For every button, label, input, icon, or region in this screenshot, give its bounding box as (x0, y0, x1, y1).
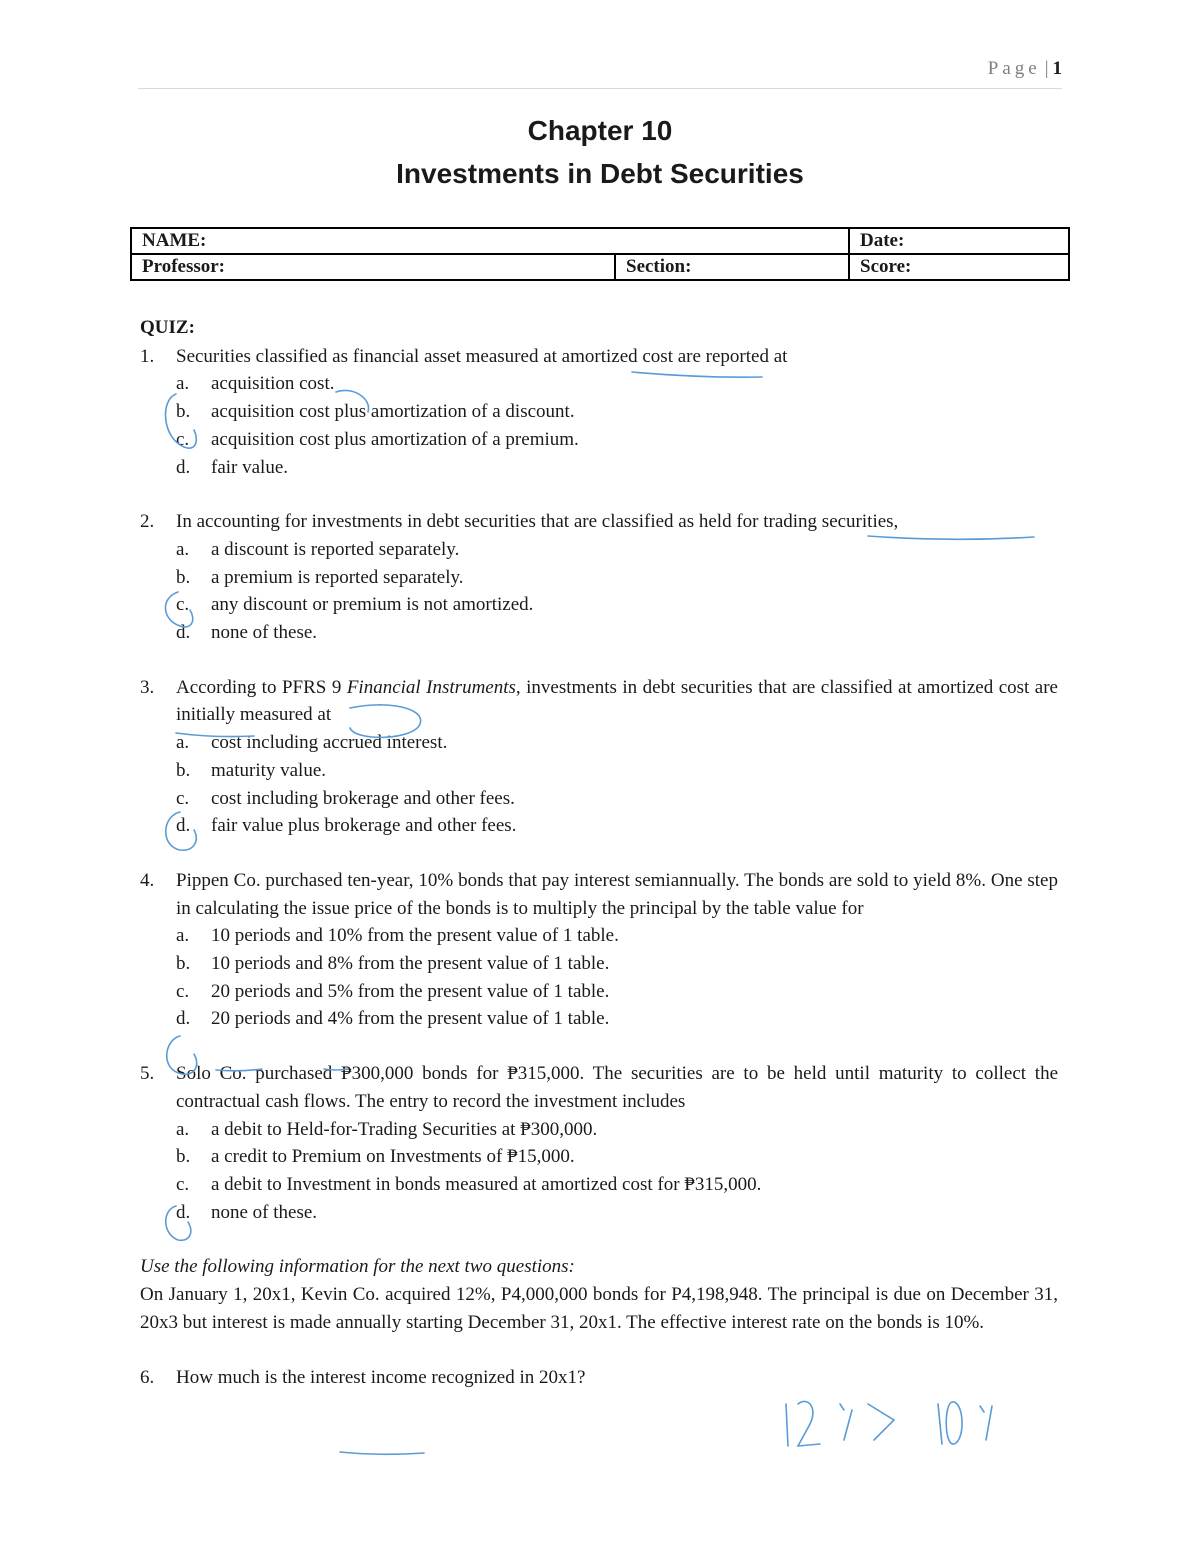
question-3 (140, 674, 1058, 840)
question-5 (140, 1060, 1058, 1226)
question-1 (140, 343, 1058, 482)
page-number: 1 (1052, 58, 1062, 79)
quiz-content (140, 314, 1058, 1391)
option-a[interactable]: a. acquisition cost. (176, 373, 335, 395)
option-d[interactable]: d. fair value. (176, 456, 289, 478)
option-d[interactable]: d. fair value plus brokerage and other fees. (176, 815, 517, 837)
question-number: 5. (140, 1063, 155, 1085)
handwritten-note (786, 1401, 992, 1446)
quiz-label: QUIZ: (140, 317, 195, 338)
question-number: 6. (140, 1366, 155, 1388)
option-a[interactable]: a. a debit to Held-for-Trading Securities at ₱300,000. (176, 1118, 598, 1140)
standard-title: Financial Instruments (346, 676, 516, 698)
question-number: 2. (140, 511, 155, 533)
question-number: 4. (140, 869, 155, 891)
info-row-1 (131, 228, 1069, 254)
information-label: Use the following information for the next two questions: (140, 1256, 575, 1278)
option-a[interactable]: a. 10 periods and 10% from the present value of 1 table. (176, 925, 619, 947)
option-d[interactable]: d. 20 periods and 4% from the present value of 1 table. (176, 1008, 610, 1030)
question-6 (140, 1364, 1058, 1392)
chapter-title: Chapter 10 (527, 115, 673, 146)
underline-interest-income (340, 1452, 424, 1454)
information-block (140, 1253, 1058, 1336)
question-2 (140, 508, 1058, 647)
professor-cell[interactable]: Professor: (131, 254, 615, 280)
chapter-subtitle: Investments in Debt Securities (396, 158, 804, 189)
option-a[interactable]: a. a discount is reported separately. (176, 538, 460, 560)
page-header (138, 58, 1062, 89)
option-b[interactable]: b. maturity value. (176, 759, 327, 781)
option-b[interactable]: b. acquisition cost plus amortization of a discount. (176, 401, 575, 423)
student-info-table (130, 227, 1070, 281)
section-cell[interactable]: Section: (615, 254, 849, 280)
option-c[interactable]: c. 20 periods and 5% from the present value of 1 table. (176, 980, 610, 1002)
date-cell[interactable]: Date: (849, 228, 1069, 254)
question-text: In accounting for investments in debt securities that are classified as held for trading securities, (176, 511, 899, 533)
option-a[interactable]: a. cost including accrued interest. (176, 732, 448, 754)
option-b[interactable]: b. a premium is reported separately. (176, 566, 464, 588)
score-cell[interactable]: Score: (849, 254, 1069, 280)
question-number: 1. (140, 345, 155, 367)
question-text: Solo Co. purchased ₱300,000 bonds for ₱315,000. The securities are to be held until maturity to collect the contractual cash flows. The entry to record the investment includes (176, 1063, 1058, 1112)
info-row-2 (131, 254, 1069, 280)
question-text: According to PFRS 9 Financial Instruments, investments in debt securities that are classified at amortized cost are initially measured at (176, 676, 1058, 726)
question-text: Securities classified as financial asset measured at amortized cost are reported at (176, 345, 788, 367)
question-text: Pippen Co. purchased ten-year, 10% bonds that pay interest semiannually. The bonds are sold to yield 8%. One step in calculating the issue price of the bonds is to multiply the principal by the table value for (176, 869, 1058, 919)
page-label: Page (987, 58, 1041, 79)
option-c[interactable]: c. cost including brokerage and other fees. (176, 787, 515, 809)
option-d[interactable]: d. none of these. (176, 622, 318, 644)
option-b[interactable]: b. a credit to Premium on Investments of ₱15,000. (176, 1146, 575, 1168)
page-separator: | (1044, 58, 1049, 79)
question-4 (140, 867, 1058, 1033)
option-c[interactable]: c. a debit to Investment in bonds measured at amortized cost for ₱315,000. (176, 1173, 762, 1195)
information-text: On January 1, 20x1, Kevin Co. acquired 12%, P4,000,000 bonds for P4,198,948. The principal is due on December 31, 20x3 but interest is made annually starting December 31, 20x1. The effective interest rate on the bonds is 10%. (140, 1284, 1058, 1333)
question-text: How much is the interest income recognized in 20x1? (176, 1366, 586, 1388)
option-c[interactable]: c. any discount or premium is not amortized. (176, 594, 534, 616)
option-d[interactable]: d. none of these. (176, 1201, 318, 1223)
option-b[interactable]: b. 10 periods and 8% from the present value of 1 table. (176, 953, 610, 975)
name-cell[interactable]: NAME: (131, 228, 849, 254)
question-number: 3. (140, 676, 155, 698)
option-c[interactable]: c. acquisition cost plus amortization of a premium. (176, 428, 579, 450)
